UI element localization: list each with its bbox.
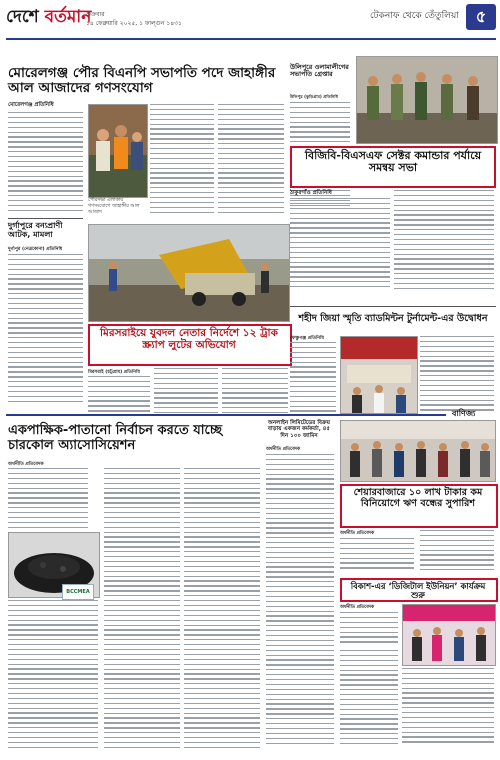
morrelganj-photo	[88, 104, 148, 198]
mirsharai-headline: মিরসরাইয়ে যুবদল নেতার নির্দেশে ১২ ট্রাক স্ক্র্যাপ লুটের অভিযোগ	[100, 327, 278, 351]
blurb-byline: অর্থনীতি প্রতিবেদক	[266, 447, 301, 452]
charcoal-body-1	[8, 468, 88, 530]
blurb-body	[266, 454, 334, 750]
masthead	[0, 0, 500, 48]
charcoal-body-3	[104, 468, 180, 750]
share-byline: অর্থনীতি প্রতিবেদক	[340, 531, 375, 536]
morrelganj-body	[8, 112, 83, 212]
mirsharai-byline: মিরসরাই (চট্টগ্রাম) প্রতিনিধি	[88, 370, 140, 375]
bkash-event-photo	[402, 604, 496, 666]
divider	[8, 218, 83, 219]
bkash-body-2	[340, 650, 398, 750]
issue-date: শুক্রবার ১৪ ফেব্রুয়ারি ২০২৫, ১ ফাল্গুন ১৪৩১	[86, 11, 182, 27]
durgapur-headline: দুর্গাপুরে বন্যপ্রাণী আটক, মামলা	[8, 221, 63, 239]
morrelganj-body-2	[150, 104, 214, 216]
blurb-headline: অনলাইন লিমিটেডের বিক্রয় বাড়ায় একজন কর্মকর্তা, ৪৫ দিন ১০০ জামিন	[267, 420, 331, 439]
bkash-headline: বিকাশ-এর ‘ডিজিটাল ইউনিয়ন’ কার্যক্রম শুরু	[350, 581, 486, 601]
ziaur-byline: ফেঞ্চুগঞ্জ প্রতিনিধি	[290, 336, 324, 341]
bgb-byline: ঠাকুরগাঁও প্রতিনিধি	[290, 190, 332, 196]
share-body-2	[420, 530, 494, 572]
morrelganj-caption: পৌরসভা এলাকায় গণসংযোগে জাহাঙ্গীর আল আজাদ	[88, 198, 140, 215]
scrap-truck-photo	[88, 224, 290, 322]
morrelganj-body-3	[218, 104, 284, 216]
bkash-body-1	[340, 612, 398, 646]
charcoal-body-4	[184, 468, 260, 750]
durgapur-byline: দুর্গাপুর (নেত্রকোনা) প্রতিনিধি	[8, 247, 63, 252]
bkash-byline: অর্থনীতি প্রতিবেদক	[340, 605, 375, 610]
charcoal-byline: অর্থনীতি প্রতিবেদক	[8, 462, 44, 467]
commerce-section-tag: বাণিজ্য	[452, 409, 476, 418]
badminton-photo	[340, 336, 418, 414]
bgb-meeting-photo	[356, 56, 498, 144]
mirsharai-body-2	[154, 368, 218, 412]
masthead-rule	[6, 38, 496, 40]
mirsharai-body-3	[222, 368, 288, 412]
share-headline: শেয়ারবাজারে ১০ লাখ টাকার কম বিনিয়োগে ঋণ বন্ধের সুপারিশ	[353, 487, 483, 509]
morrelganj-byline: মোরেলগঞ্জ প্রতিনিধি	[8, 102, 54, 108]
bgb-body-2	[394, 190, 494, 290]
commerce-rule	[6, 414, 446, 416]
morrelganj-headline: মোরেলগঞ্জ পৌর বিএনপি সভাপতি পদে জাহাঙ্গীর আল আজাদের গণসংযোগ	[8, 65, 276, 97]
page-number: ৫	[466, 4, 496, 30]
newspaper-brand: দেশে বর্তমান	[6, 7, 92, 27]
bccmea-logo: BCCMEA	[62, 584, 94, 600]
bkash-body-3	[402, 668, 494, 750]
ulipur-headline: উলিপুরে ওলামালীগের সভাপতি গ্রেপ্তার	[290, 63, 349, 79]
ziaur-body-1	[290, 342, 336, 412]
ulipur-byline: উলিপুর (কুড়িগ্রাম) প্রতিনিধি	[290, 94, 338, 99]
charcoal-body-2	[8, 600, 98, 750]
bgb-body-1	[290, 198, 390, 290]
share-body-1	[340, 538, 414, 572]
charcoal-headline: একপাক্ষিক-পাতানো নির্বাচন করতে যাচ্ছে চারকোল অ্যাসোসিয়েশন	[8, 423, 223, 453]
bgb-headline: বিজিবি-বিএসএফ সেক্টর কমান্ডার পর্যায়ে সমন্বয় সভা	[304, 149, 482, 175]
ziaur-headline: শহীদ জিয়া স্মৃতি ব্যাডমিন্টন টুর্নামেন্ট-এর উদ্বোধন	[298, 313, 488, 324]
mirsharai-body-1	[88, 376, 150, 412]
divider	[290, 306, 496, 307]
section-name: টেকনাফ থেকে তেঁতুলিয়া	[370, 11, 459, 21]
durgapur-body	[8, 254, 83, 404]
share-event-photo	[340, 420, 496, 482]
ziaur-body-2	[420, 336, 494, 412]
